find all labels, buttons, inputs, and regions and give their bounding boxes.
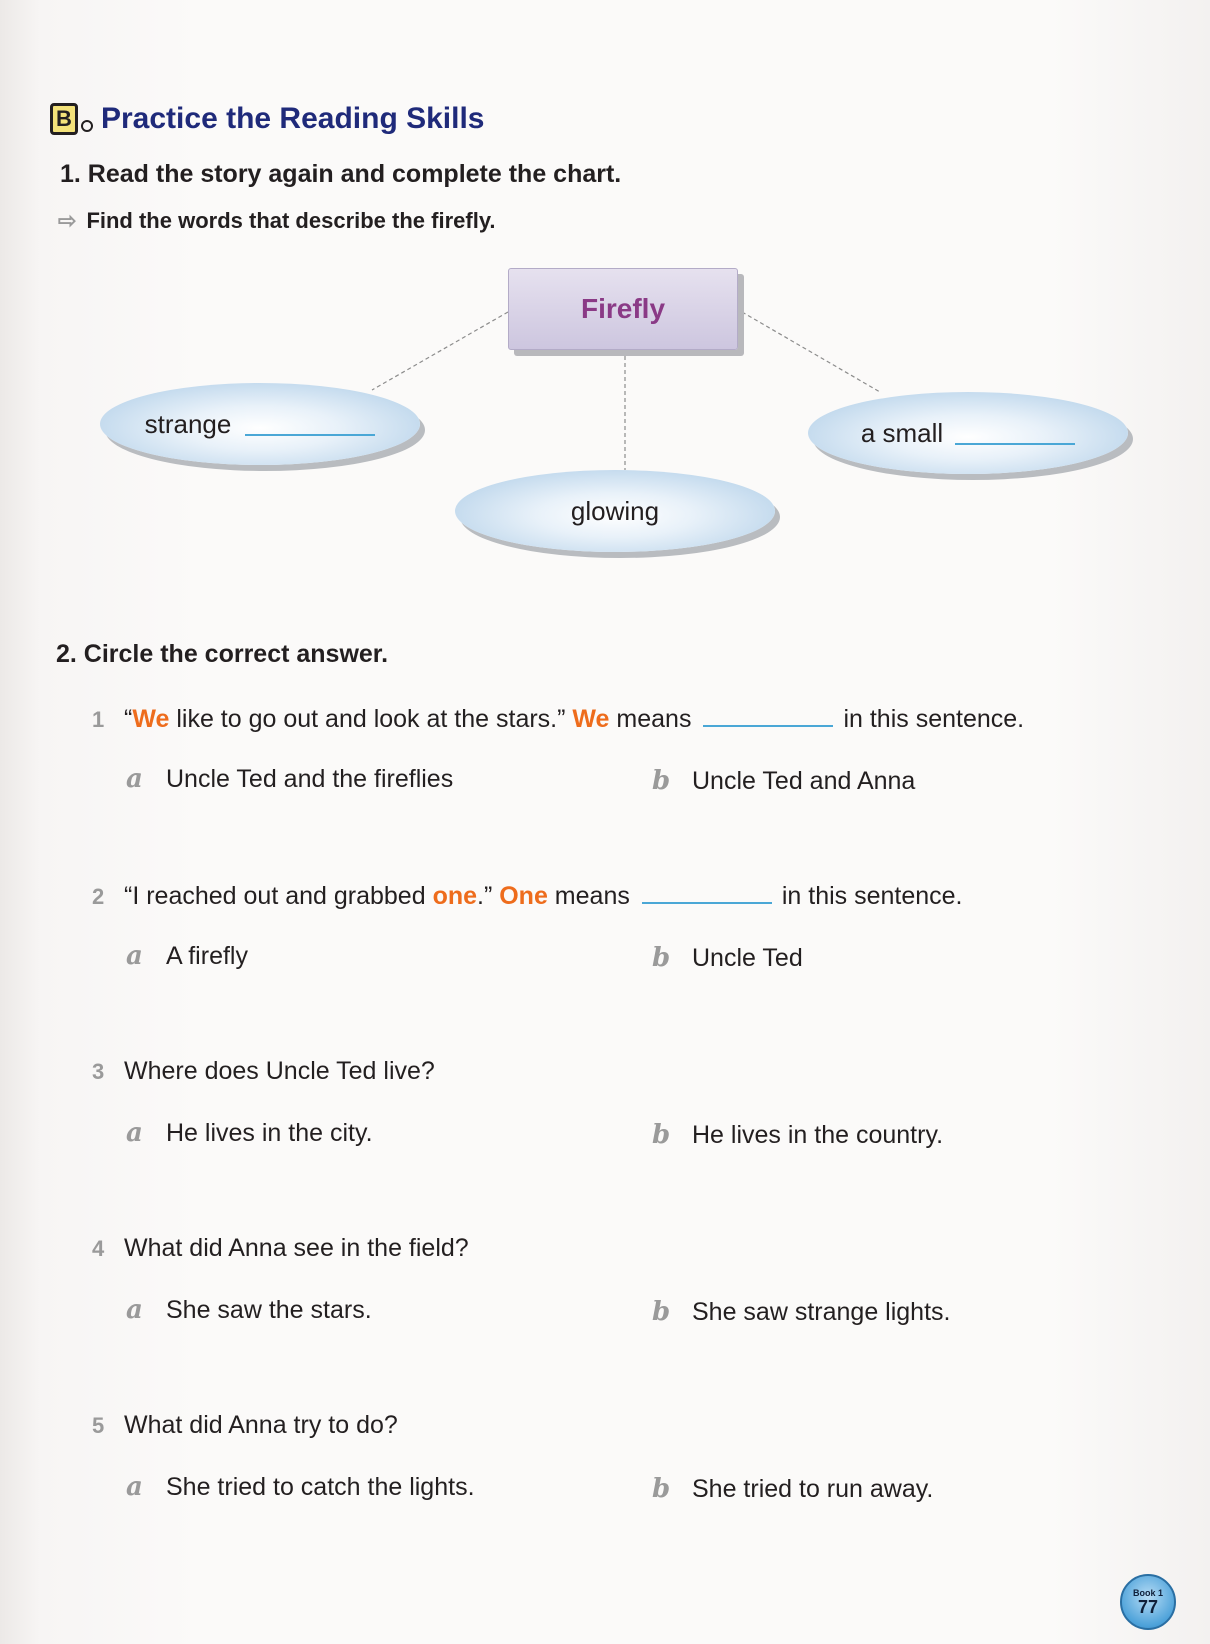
question-item-1 bbox=[92, 703, 1024, 734]
option-letter: a bbox=[126, 1118, 143, 1148]
connector-line-left bbox=[372, 312, 508, 390]
option-letter: b bbox=[652, 766, 671, 796]
question-text: What did Anna try to do? bbox=[124, 1411, 398, 1439]
question-2-heading: 2. Circle the correct answer. bbox=[56, 640, 389, 668]
option-a[interactable] bbox=[126, 941, 248, 971]
question-text: What did Anna see in the field? bbox=[124, 1234, 469, 1262]
option-text: She tried to catch the lights. bbox=[166, 1473, 475, 1501]
option-a[interactable] bbox=[126, 1295, 372, 1325]
node-label: strange bbox=[144, 408, 232, 439]
quote-mark: “ bbox=[124, 705, 133, 733]
means-text: means bbox=[609, 705, 692, 733]
option-text: She tried to run away. bbox=[692, 1475, 934, 1503]
option-letter: a bbox=[126, 941, 143, 971]
option-a[interactable] bbox=[126, 1472, 475, 1502]
highlight-word: We bbox=[572, 705, 610, 733]
option-text: A firefly bbox=[166, 942, 248, 970]
option-text: Uncle Ted bbox=[692, 944, 803, 972]
question-text: Where does Uncle Ted live? bbox=[124, 1057, 435, 1085]
item-number: 2 bbox=[92, 884, 105, 909]
sentence-end: in this sentence. bbox=[843, 705, 1025, 733]
answer-blank[interactable] bbox=[642, 880, 772, 904]
item-number: 4 bbox=[92, 1236, 105, 1261]
option-text: He lives in the city. bbox=[166, 1119, 373, 1147]
option-letter: b bbox=[652, 1297, 671, 1327]
option-text: He lives in the country. bbox=[692, 1121, 944, 1149]
node-label: glowing bbox=[570, 495, 660, 526]
option-text: Uncle Ted and the fireflies bbox=[166, 765, 454, 793]
page-number: 77 bbox=[1137, 1596, 1159, 1617]
highlight-word: One bbox=[499, 882, 548, 910]
option-text: She saw the stars. bbox=[166, 1296, 372, 1324]
item-number: 3 bbox=[92, 1059, 105, 1084]
chart-node-a-small bbox=[808, 392, 1128, 474]
sentence-text: like to go out and look at the stars.” bbox=[169, 705, 573, 733]
option-text: She saw strange lights. bbox=[692, 1298, 951, 1326]
question-item-3 bbox=[92, 1057, 435, 1086]
connector-line-right bbox=[742, 312, 880, 392]
book-label: Book 1 bbox=[1132, 1587, 1163, 1598]
option-a[interactable] bbox=[126, 1118, 373, 1148]
option-letter: b bbox=[652, 943, 671, 973]
sentence-end: in this sentence. bbox=[781, 882, 963, 910]
chart-center-node: Firefly bbox=[508, 268, 738, 350]
sentence-text: “I reached out and grabbed bbox=[124, 882, 433, 910]
item-number: 1 bbox=[92, 707, 105, 732]
chart-node-strange bbox=[100, 383, 420, 465]
instruction-text: Find the words that describe the firefly. bbox=[86, 208, 496, 233]
section-letter-badge: B bbox=[50, 103, 78, 135]
answer-blank[interactable] bbox=[955, 421, 1075, 445]
option-b[interactable] bbox=[652, 943, 803, 973]
highlight-word: one bbox=[432, 882, 478, 910]
page-number-badge bbox=[1120, 1574, 1176, 1630]
option-letter: b bbox=[652, 1120, 671, 1150]
option-letter: a bbox=[126, 1295, 143, 1325]
arrow-right-icon: ⇨ bbox=[58, 208, 77, 233]
option-letter: a bbox=[126, 764, 143, 794]
answer-blank[interactable] bbox=[703, 703, 833, 727]
option-b[interactable] bbox=[652, 766, 915, 796]
question-item-2 bbox=[92, 880, 963, 911]
section-title-text: Practice the Reading Skills bbox=[101, 102, 485, 135]
option-text: Uncle Ted and Anna bbox=[692, 767, 916, 795]
sentence-text: .” bbox=[477, 882, 500, 910]
chart-node-glowing bbox=[455, 470, 775, 552]
option-letter: a bbox=[126, 1472, 143, 1502]
item-number: 5 bbox=[92, 1413, 105, 1438]
question-item-5 bbox=[92, 1411, 398, 1440]
question-1-heading: 1. Read the story again and complete the chart. bbox=[60, 160, 622, 188]
option-b[interactable] bbox=[652, 1120, 943, 1150]
highlight-word: We bbox=[132, 705, 170, 733]
question-item-4 bbox=[92, 1234, 469, 1263]
option-letter: b bbox=[652, 1474, 671, 1504]
answer-blank[interactable] bbox=[245, 412, 375, 436]
option-b[interactable] bbox=[652, 1297, 950, 1327]
node-label: a small bbox=[860, 417, 944, 448]
option-a[interactable] bbox=[126, 764, 453, 794]
option-b[interactable] bbox=[652, 1474, 933, 1504]
means-text: means bbox=[547, 882, 630, 910]
